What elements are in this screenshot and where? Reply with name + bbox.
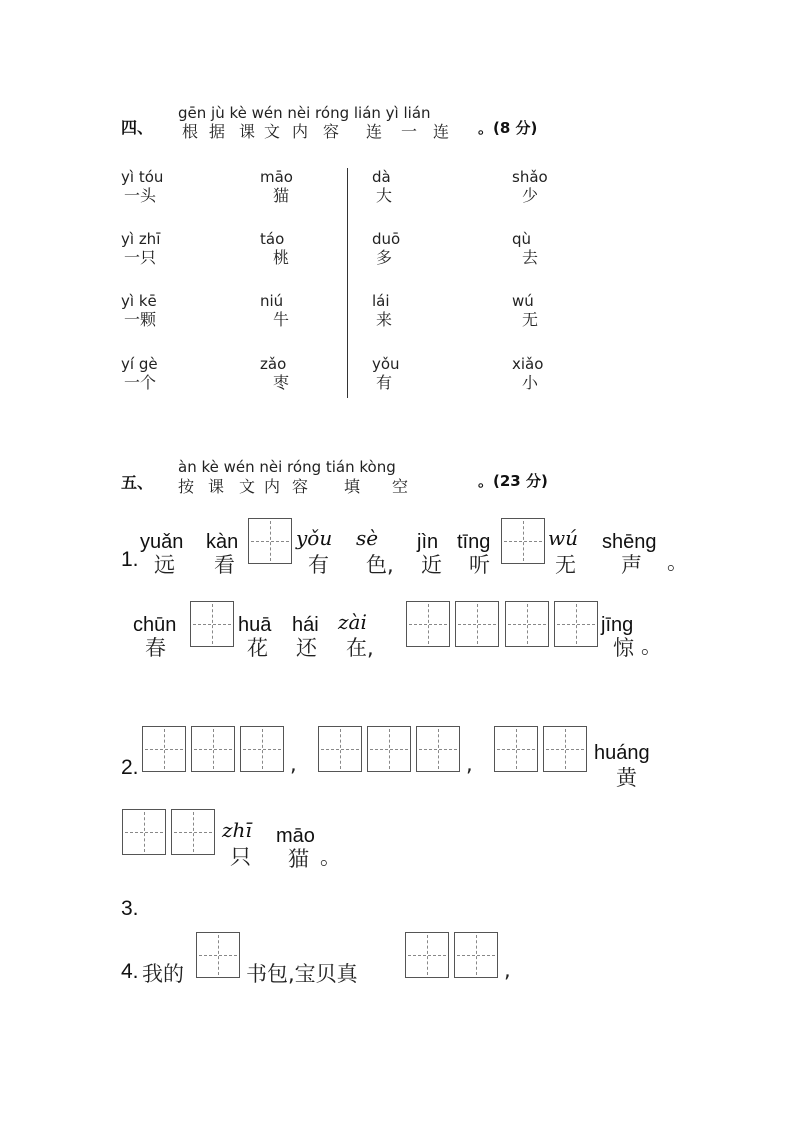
answer-box[interactable] [367, 726, 411, 772]
section5-label: 五、 [121, 473, 154, 492]
right-word-hanzi: 来 [376, 310, 393, 329]
q1-word-pinyin: zài [338, 610, 367, 634]
section5-score: 。(23 分) [478, 472, 548, 490]
answer-box[interactable] [494, 726, 538, 772]
answer-box[interactable] [416, 726, 460, 772]
q1-word-pinyin: jīng [601, 614, 634, 636]
right-word-hanzi: 有 [376, 373, 393, 392]
match-word-hanzi: 枣 [273, 373, 290, 392]
q1-word-hanzi: 听 [469, 553, 490, 577]
q1-number: 1. [121, 548, 139, 571]
q1-word-hanzi: 色, [366, 553, 394, 577]
title-char: 课 [239, 122, 256, 141]
q2-comma2: , [466, 752, 473, 776]
match-word-hanzi: 猫 [273, 186, 290, 205]
left-word-hanzi: 一头 [124, 186, 157, 205]
title-char: 文 [239, 477, 256, 496]
q1-end2: 。 [641, 634, 662, 658]
left-word-hanzi: 一只 [124, 248, 157, 267]
q1-word-pinyin: kàn [206, 531, 239, 553]
title-char: 连 [366, 122, 383, 141]
q1-word-hanzi: 看 [214, 553, 235, 577]
section4-title-pinyin: gēn jù kè wén nèi róng lián yì lián [178, 104, 431, 122]
q4-text1: 我的 [142, 962, 184, 986]
title-char: 内 [292, 122, 309, 141]
match-word-pinyin: zǎo [260, 355, 287, 373]
q1-word-hanzi: 无 [555, 553, 576, 577]
right-word-pinyin: lái [372, 292, 390, 310]
q2-huang-pinyin: huáng [594, 742, 650, 764]
section4-label: 四、 [121, 118, 154, 137]
q2-end: 。 [320, 845, 341, 869]
q1-word-pinyin: jìn [417, 531, 439, 553]
answer-box[interactable] [196, 932, 240, 978]
opposite-word-hanzi: 无 [522, 310, 539, 329]
opposite-word-hanzi: 去 [522, 248, 539, 267]
answer-box[interactable] [554, 601, 598, 647]
left-word-pinyin: yí gè [121, 355, 158, 373]
answer-box[interactable] [455, 601, 499, 647]
opposite-word-pinyin: wú [512, 292, 534, 310]
right-word-pinyin: duō [372, 230, 401, 248]
q2-comma1: , [290, 752, 297, 776]
q2-mao-hanzi: 猫 [288, 847, 309, 871]
answer-box[interactable] [505, 601, 549, 647]
opposite-word-pinyin: shǎo [512, 168, 548, 186]
match-word-hanzi: 桃 [273, 248, 290, 267]
q2-zhi-hanzi: 只 [230, 845, 251, 869]
answer-box[interactable] [454, 932, 498, 978]
q1-word-hanzi: 远 [154, 553, 175, 577]
q3-number: 3. [121, 897, 139, 920]
title-char: 内 [264, 477, 281, 496]
answer-box[interactable] [405, 932, 449, 978]
q1-word-pinyin: tīng [457, 531, 491, 553]
opposite-word-pinyin: qù [512, 230, 532, 248]
title-char: 文 [264, 122, 281, 141]
q1-word-hanzi: 近 [421, 553, 442, 577]
answer-box[interactable] [543, 726, 587, 772]
q2-huang-hanzi: 黄 [616, 766, 637, 790]
answer-box[interactable] [191, 726, 235, 772]
q1-word-hanzi: 花 [247, 636, 268, 660]
answer-box[interactable] [248, 518, 292, 564]
match-word-pinyin: māo [260, 168, 293, 186]
title-char: 容 [323, 122, 340, 141]
q2-mao-pinyin: māo [276, 825, 315, 847]
match-word-pinyin: niú [260, 292, 284, 310]
title-char: 空 [392, 477, 409, 496]
right-word-hanzi: 多 [376, 248, 393, 267]
right-word-pinyin: dà [372, 168, 391, 186]
q1-word-pinyin: yǒu [296, 526, 333, 550]
match-word-hanzi: 牛 [273, 310, 290, 329]
answer-box[interactable] [142, 726, 186, 772]
q1-word-pinyin: hái [292, 614, 319, 636]
match-word-pinyin: táo [260, 230, 285, 248]
title-char: 填 [344, 477, 361, 496]
title-char: 容 [292, 477, 309, 496]
answer-box[interactable] [190, 601, 234, 647]
left-word-hanzi: 一个 [124, 373, 157, 392]
q4-number: 4. [121, 960, 139, 983]
section4-score: 。(8 分) [478, 119, 538, 137]
column-divider [347, 168, 348, 398]
right-word-pinyin: yǒu [372, 355, 400, 373]
q1-word-pinyin: huā [238, 614, 272, 636]
q2-number: 2. [121, 756, 139, 779]
left-word-pinyin: yì zhī [121, 230, 161, 248]
q2-zhi-pinyin: zhī [222, 818, 252, 842]
opposite-word-pinyin: xiǎo [512, 355, 544, 373]
answer-box[interactable] [240, 726, 284, 772]
q1-word-pinyin: shēng [602, 531, 657, 553]
answer-box[interactable] [318, 726, 362, 772]
answer-box[interactable] [171, 809, 215, 855]
title-char: 按 [178, 477, 195, 496]
left-word-pinyin: yì tóu [121, 168, 164, 186]
q1-word-hanzi: 在, [346, 636, 374, 660]
q1-end-period: 。 [667, 550, 688, 574]
answer-box[interactable] [122, 809, 166, 855]
right-word-hanzi: 大 [376, 186, 393, 205]
q1-word-hanzi: 有 [308, 553, 329, 577]
q1-word-hanzi: 惊 [613, 636, 634, 660]
q1-word-hanzi: 春 [145, 636, 166, 660]
q1-word-pinyin: yuǎn [140, 531, 184, 553]
q1-word-pinyin: wú [548, 526, 578, 550]
title-char: 一 [401, 122, 418, 141]
answer-box[interactable] [501, 518, 545, 564]
opposite-word-hanzi: 小 [522, 373, 539, 392]
q1-word-hanzi: 声 [621, 553, 642, 577]
title-char: 连 [433, 122, 450, 141]
left-word-pinyin: yì kē [121, 292, 157, 310]
answer-box[interactable] [406, 601, 450, 647]
q1-word-hanzi: 还 [296, 636, 317, 660]
q4-end: , [504, 958, 511, 982]
title-char: 据 [209, 122, 226, 141]
section5-title-pinyin: àn kè wén nèi róng tián kòng [178, 458, 396, 476]
title-char: 根 [182, 122, 199, 141]
title-char: 课 [208, 477, 225, 496]
q1-word-pinyin: chūn [133, 614, 177, 636]
q4-text2: 书包,宝贝真 [246, 962, 358, 986]
left-word-hanzi: 一颗 [124, 310, 157, 329]
q1-word-pinyin: sè [356, 526, 379, 550]
opposite-word-hanzi: 少 [522, 186, 539, 205]
